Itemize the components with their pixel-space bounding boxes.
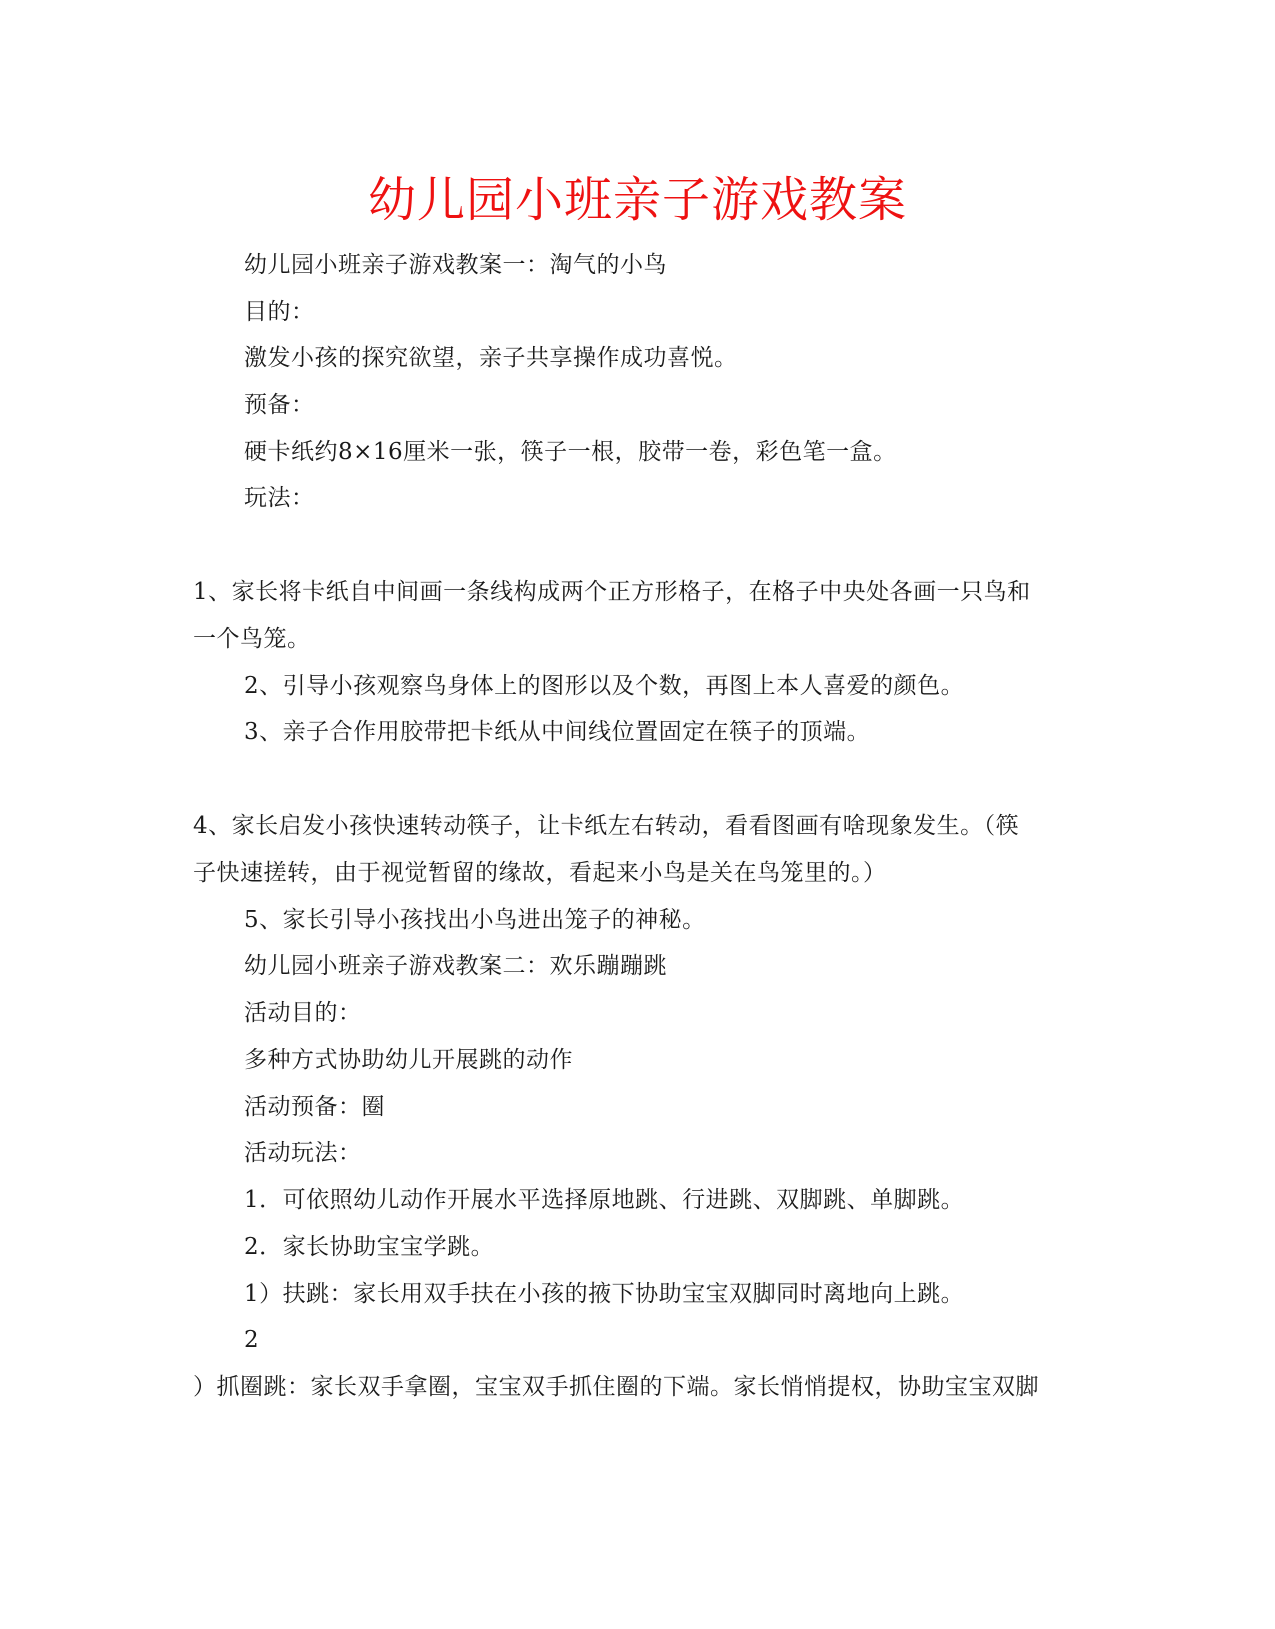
paragraph-line: 2、引导小孩观察鸟身体上的图形以及个数，再图上本人喜爱的颜色。 bbox=[244, 673, 965, 699]
paragraph-line: 玩法： bbox=[244, 485, 315, 511]
paragraph-line: 1．可依照幼儿动作开展水平选择原地跳、行进跳、双脚跳、单脚跳。 bbox=[244, 1187, 965, 1213]
paragraph-line: 5、家长引导小孩找出小鸟进出笼子的神秘。 bbox=[244, 907, 706, 933]
paragraph-line: 活动玩法： bbox=[244, 1140, 362, 1166]
paragraph-line: 预备： bbox=[244, 392, 315, 418]
paragraph-line: 一个鸟笼。 bbox=[193, 626, 311, 652]
paragraph-line: 激发小孩的探究欲望，亲子共享操作成功喜悦。 bbox=[244, 345, 738, 371]
paragraph-line: 硬卡纸约8×16厘米一张，筷子一根，胶带一卷，彩色笔一盒。 bbox=[244, 439, 897, 465]
section-heading-2: 幼儿园小班亲子游戏教案二：欢乐蹦蹦跳 bbox=[244, 953, 667, 979]
paragraph-line: 3、亲子合作用胶带把卡纸从中间线位置固定在筷子的顶端。 bbox=[244, 719, 871, 745]
paragraph-line: 活动目的： bbox=[244, 1000, 362, 1026]
paragraph-line: 4、家长启发小孩快速转动筷子，让卡纸左右转动，看看图画有啥现象发生。（筷 bbox=[193, 813, 1020, 839]
section-heading-1: 幼儿园小班亲子游戏教案一：淘气的小鸟 bbox=[244, 252, 667, 278]
paragraph-line: 1、家长将卡纸自中间画一条线构成两个正方形格子，在格子中央处各画一只鸟和 bbox=[193, 579, 1031, 605]
paragraph-line: 2．家长协助宝宝学跳。 bbox=[244, 1234, 495, 1260]
paragraph-line: 子快速搓转，由于视觉暂留的缘故，看起来小鸟是关在鸟笼里的。） bbox=[193, 860, 887, 886]
paragraph-line: 1）扶跳：家长用双手扶在小孩的掖下协助宝宝双脚同时离地向上跳。 bbox=[244, 1281, 965, 1307]
paragraph-line: 2 bbox=[244, 1327, 260, 1353]
paragraph-line: ）抓圈跳：家长双手拿圈，宝宝双手抓住圈的下端。家长悄悄提权，协助宝宝双脚 bbox=[193, 1374, 1039, 1400]
document-title: 幼儿园小班亲子游戏教案 bbox=[367, 172, 907, 228]
paragraph-line: 活动预备：圈 bbox=[244, 1094, 385, 1120]
paragraph-line: 多种方式协助幼儿开展跳的动作 bbox=[244, 1047, 573, 1073]
paragraph-line: 目的： bbox=[244, 299, 315, 325]
